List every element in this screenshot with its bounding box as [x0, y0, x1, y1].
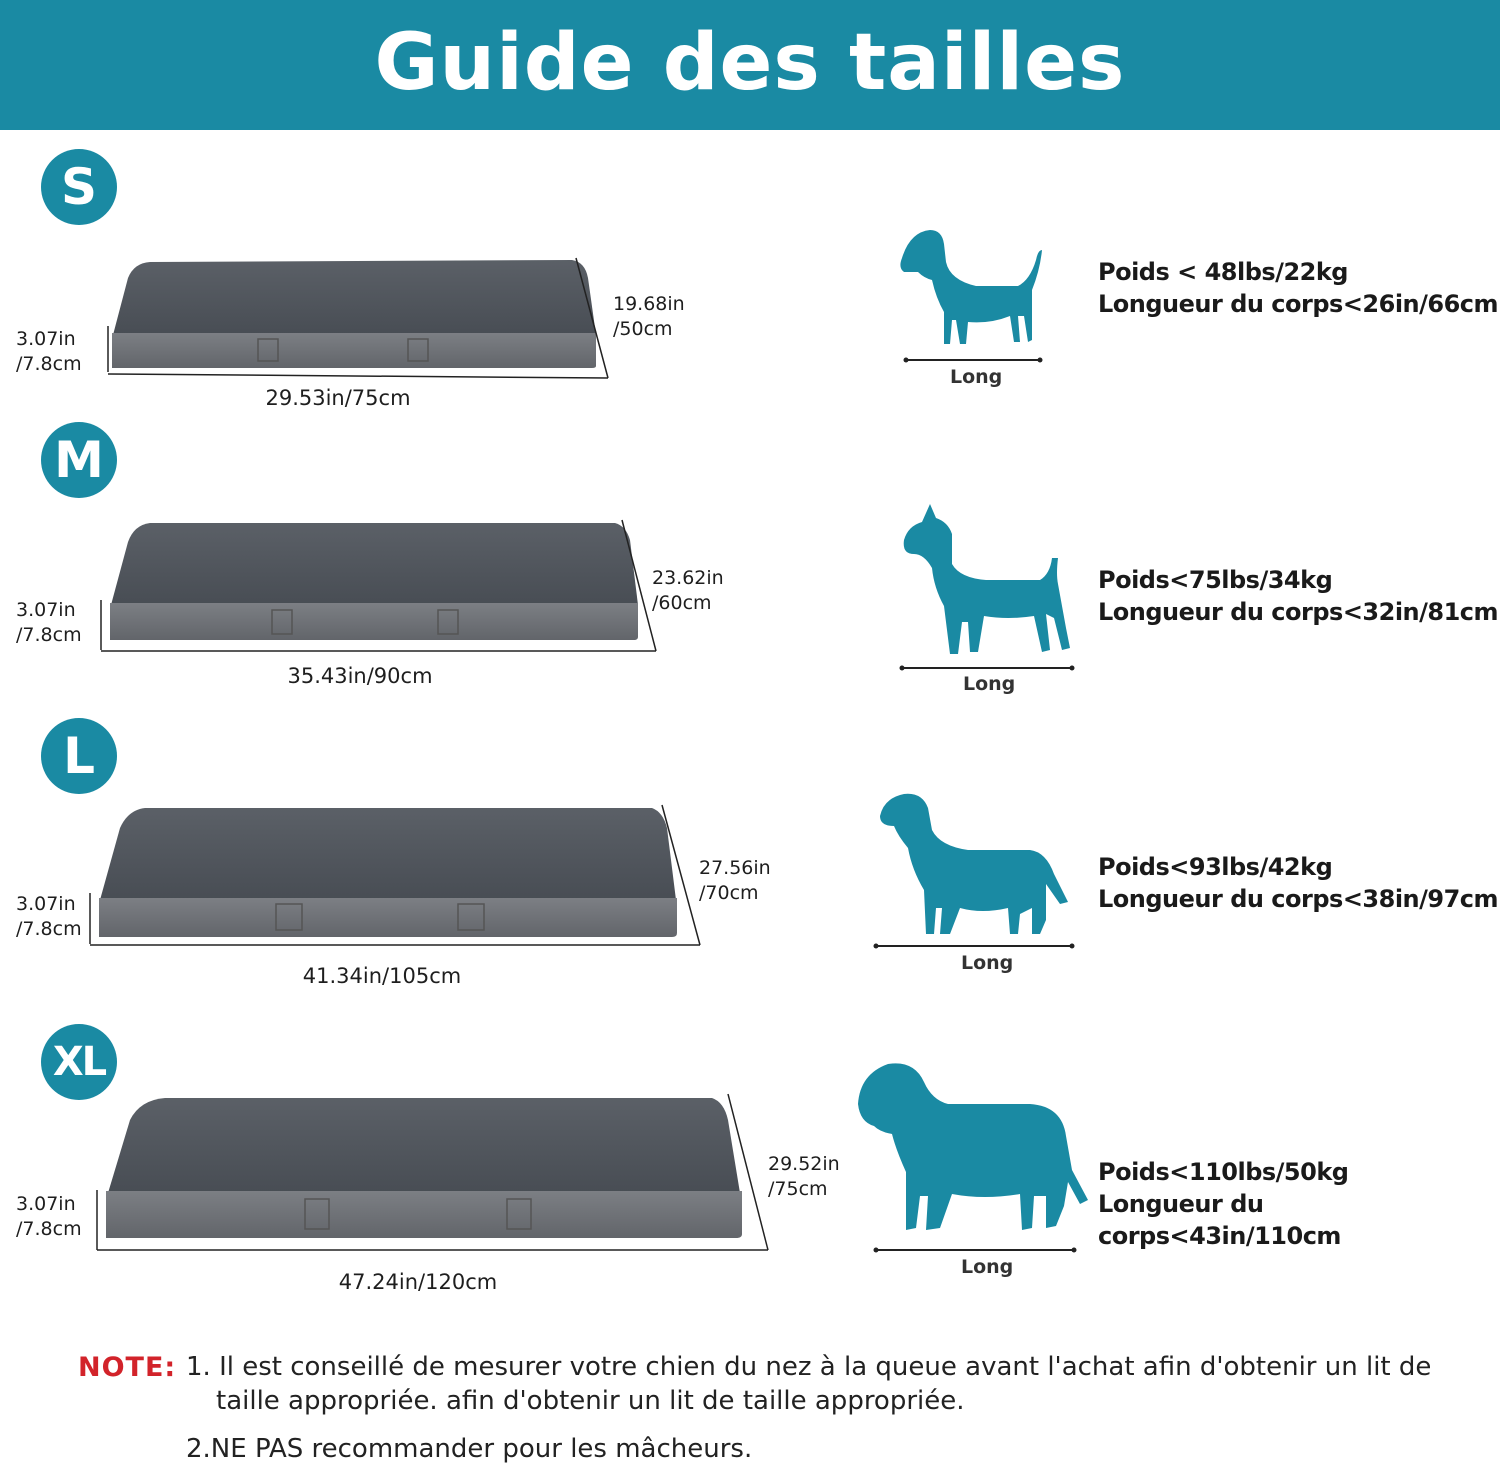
body-length-m: Longueur du corps<32in/81cm [1098, 598, 1499, 626]
spec-m [1098, 564, 1498, 628]
size-badge-m: M [41, 422, 117, 498]
depth-label-xl: 29.52in /75cm [768, 1153, 840, 1200]
long-label-m: Long [963, 673, 1016, 695]
bed-xl [97, 1094, 768, 1250]
spec-s [1098, 256, 1498, 320]
height-label-xl: 3.07in /7.8cm [16, 1193, 82, 1240]
note-line-1-continued: taille appropriée. afin d'obtenir un lit de taille appropriée. [216, 1386, 965, 1416]
size-badge-s: S [41, 149, 117, 225]
terrier-silhouette-icon [880, 220, 1080, 390]
weight-xl: Poids<110lbs/50kg [1098, 1158, 1349, 1186]
length-label-s: 29.53in/75cm [265, 386, 411, 410]
weight-l: Poids<93lbs/42kg [1098, 853, 1333, 881]
schnauzer-silhouette-icon [890, 498, 1090, 678]
long-label-s: Long [950, 366, 1003, 388]
note-line-1: 1. Il est conseillé de mesurer votre chien du nez à la queue avant l'achat afin d'obtenir un lit de [186, 1352, 1432, 1382]
length-label-l: 41.34in/105cm [302, 964, 462, 988]
height-label-l: 3.07in /7.8cm [16, 893, 82, 940]
spec-l [1098, 851, 1498, 915]
spec-xl [1098, 1156, 1500, 1252]
bed-m [101, 520, 656, 651]
long-label-l: Long [961, 952, 1014, 974]
note-label: NOTE: [78, 1352, 177, 1383]
depth-label-m: 23.62in /60cm [652, 567, 724, 614]
size-badge-xl: XL [41, 1024, 117, 1100]
weight-s: Poids < 48lbs/22kg [1098, 258, 1348, 286]
body-length-xl: Longueur du corps<43in/110cm [1098, 1190, 1341, 1250]
body-length-s: Longueur du corps<26in/66cm [1098, 290, 1499, 318]
size-badge-l: L [41, 718, 117, 794]
bed-s [108, 258, 608, 378]
depth-label-s: 19.68in /50cm [613, 293, 685, 340]
weight-m: Poids<75lbs/34kg [1098, 566, 1333, 594]
body-length-l: Longueur du corps<38in/97cm [1098, 885, 1499, 913]
bed-l [90, 805, 700, 945]
long-label-xl: Long [961, 1256, 1014, 1278]
length-label-m: 35.43in/90cm [287, 664, 433, 688]
note-line-2: 2.NE PAS recommander pour les mâcheurs. [186, 1434, 753, 1464]
height-label-m: 3.07in /7.8cm [16, 599, 82, 646]
depth-label-l: 27.56in /70cm [699, 857, 771, 904]
height-label-s: 3.07in /7.8cm [16, 328, 82, 375]
page-title: Guide des tailles [374, 18, 1126, 108]
saint-bernard-silhouette-icon [852, 1060, 1092, 1260]
length-label-xl: 47.24in/120cm [338, 1270, 498, 1294]
retriever-silhouette-icon [870, 790, 1080, 960]
